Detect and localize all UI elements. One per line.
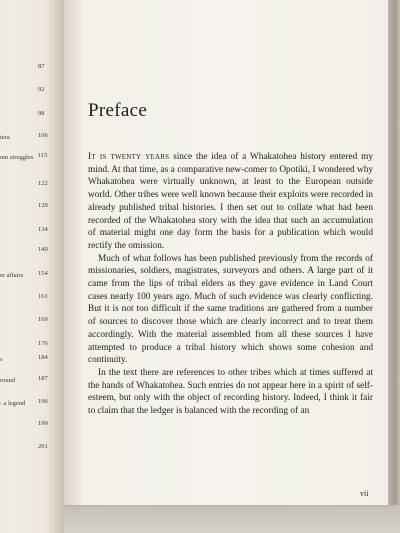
toc-page-number: 134: [38, 226, 48, 233]
toc-page-number: 201: [38, 443, 48, 450]
toc-page-number: 154: [38, 270, 48, 277]
toc-entry-label: round: [0, 377, 16, 384]
page-edge: [388, 0, 400, 505]
toc-page-number: 106: [38, 132, 48, 139]
toc-page-number: 199: [38, 420, 48, 427]
toc-page-number: 87: [38, 63, 45, 70]
toc-entry-label: : a legend: [0, 400, 26, 407]
toc-entry-label: um struggles: [0, 154, 34, 161]
toc-page-number: 161: [38, 293, 48, 300]
page-title: Preface: [88, 100, 148, 121]
toc-entry-label: er affairs: [0, 272, 24, 279]
toc-page-number: 169: [38, 316, 48, 323]
paragraph-1-body: since the idea of a Whakatohea history entered my mind. At that time, as a comparative new-comer to Opotiki, I wondered why Whakatohea were virtually unknown, at least to the European outside world. Other tribes were well known because their exploits were recorded in already published tribal histories. I then set out to collate what had been recorded of the Whakatohea story with the idea that such an accumulation of material might one day form the basis for a publication which would rectify the omission.: [88, 152, 373, 251]
toc-page-number: 140: [38, 246, 48, 253]
left-page: [0, 0, 64, 533]
paragraph-2: Much of what follows has been published previously from the records of missionaries, soldiers, magistrates, surveyors and others. A large part of it came from the lips of tribal elders as they gave evidence in Land Court cases nearly 100 years ago. Much of such evidence was clearly conflicting. But it is not too difficult if the same traditions are gathered from a number of sources to discover those which are clearly incorrect and to treat them accordingly. With the material assembled from all these sources I have attempted to produce a tribal history which shows some cohesion and continuity.: [88, 253, 373, 366]
toc-page-number: 176: [38, 340, 48, 347]
toc-page-number: 122: [38, 180, 48, 187]
page-number: vii: [360, 489, 369, 498]
toc-entry-label: s: [0, 356, 3, 363]
toc-page-number: 115: [38, 152, 48, 159]
toc-page-number: 129: [38, 202, 48, 209]
toc-page-number: 98: [38, 110, 45, 117]
toc-page-number: 184: [38, 354, 48, 361]
preface-text: [88, 151, 373, 418]
lead-in: It is twenty years: [88, 152, 170, 162]
toc-page-number: 92: [38, 86, 45, 93]
toc-entry-label: tera: [0, 134, 10, 141]
toc-page-number: 187: [38, 375, 48, 382]
paragraph-1: [88, 151, 373, 253]
toc-page-number: 196: [38, 398, 48, 405]
paragraph-3: In the text there are references to other tribes which at times suffered at the hands of Whakatohea. Such entries do not appear here in a spirit of self-esteem, but only with the object of recording history. Indeed, I think it fair to claim that the ledger is balanced with the recording of an: [88, 367, 373, 417]
